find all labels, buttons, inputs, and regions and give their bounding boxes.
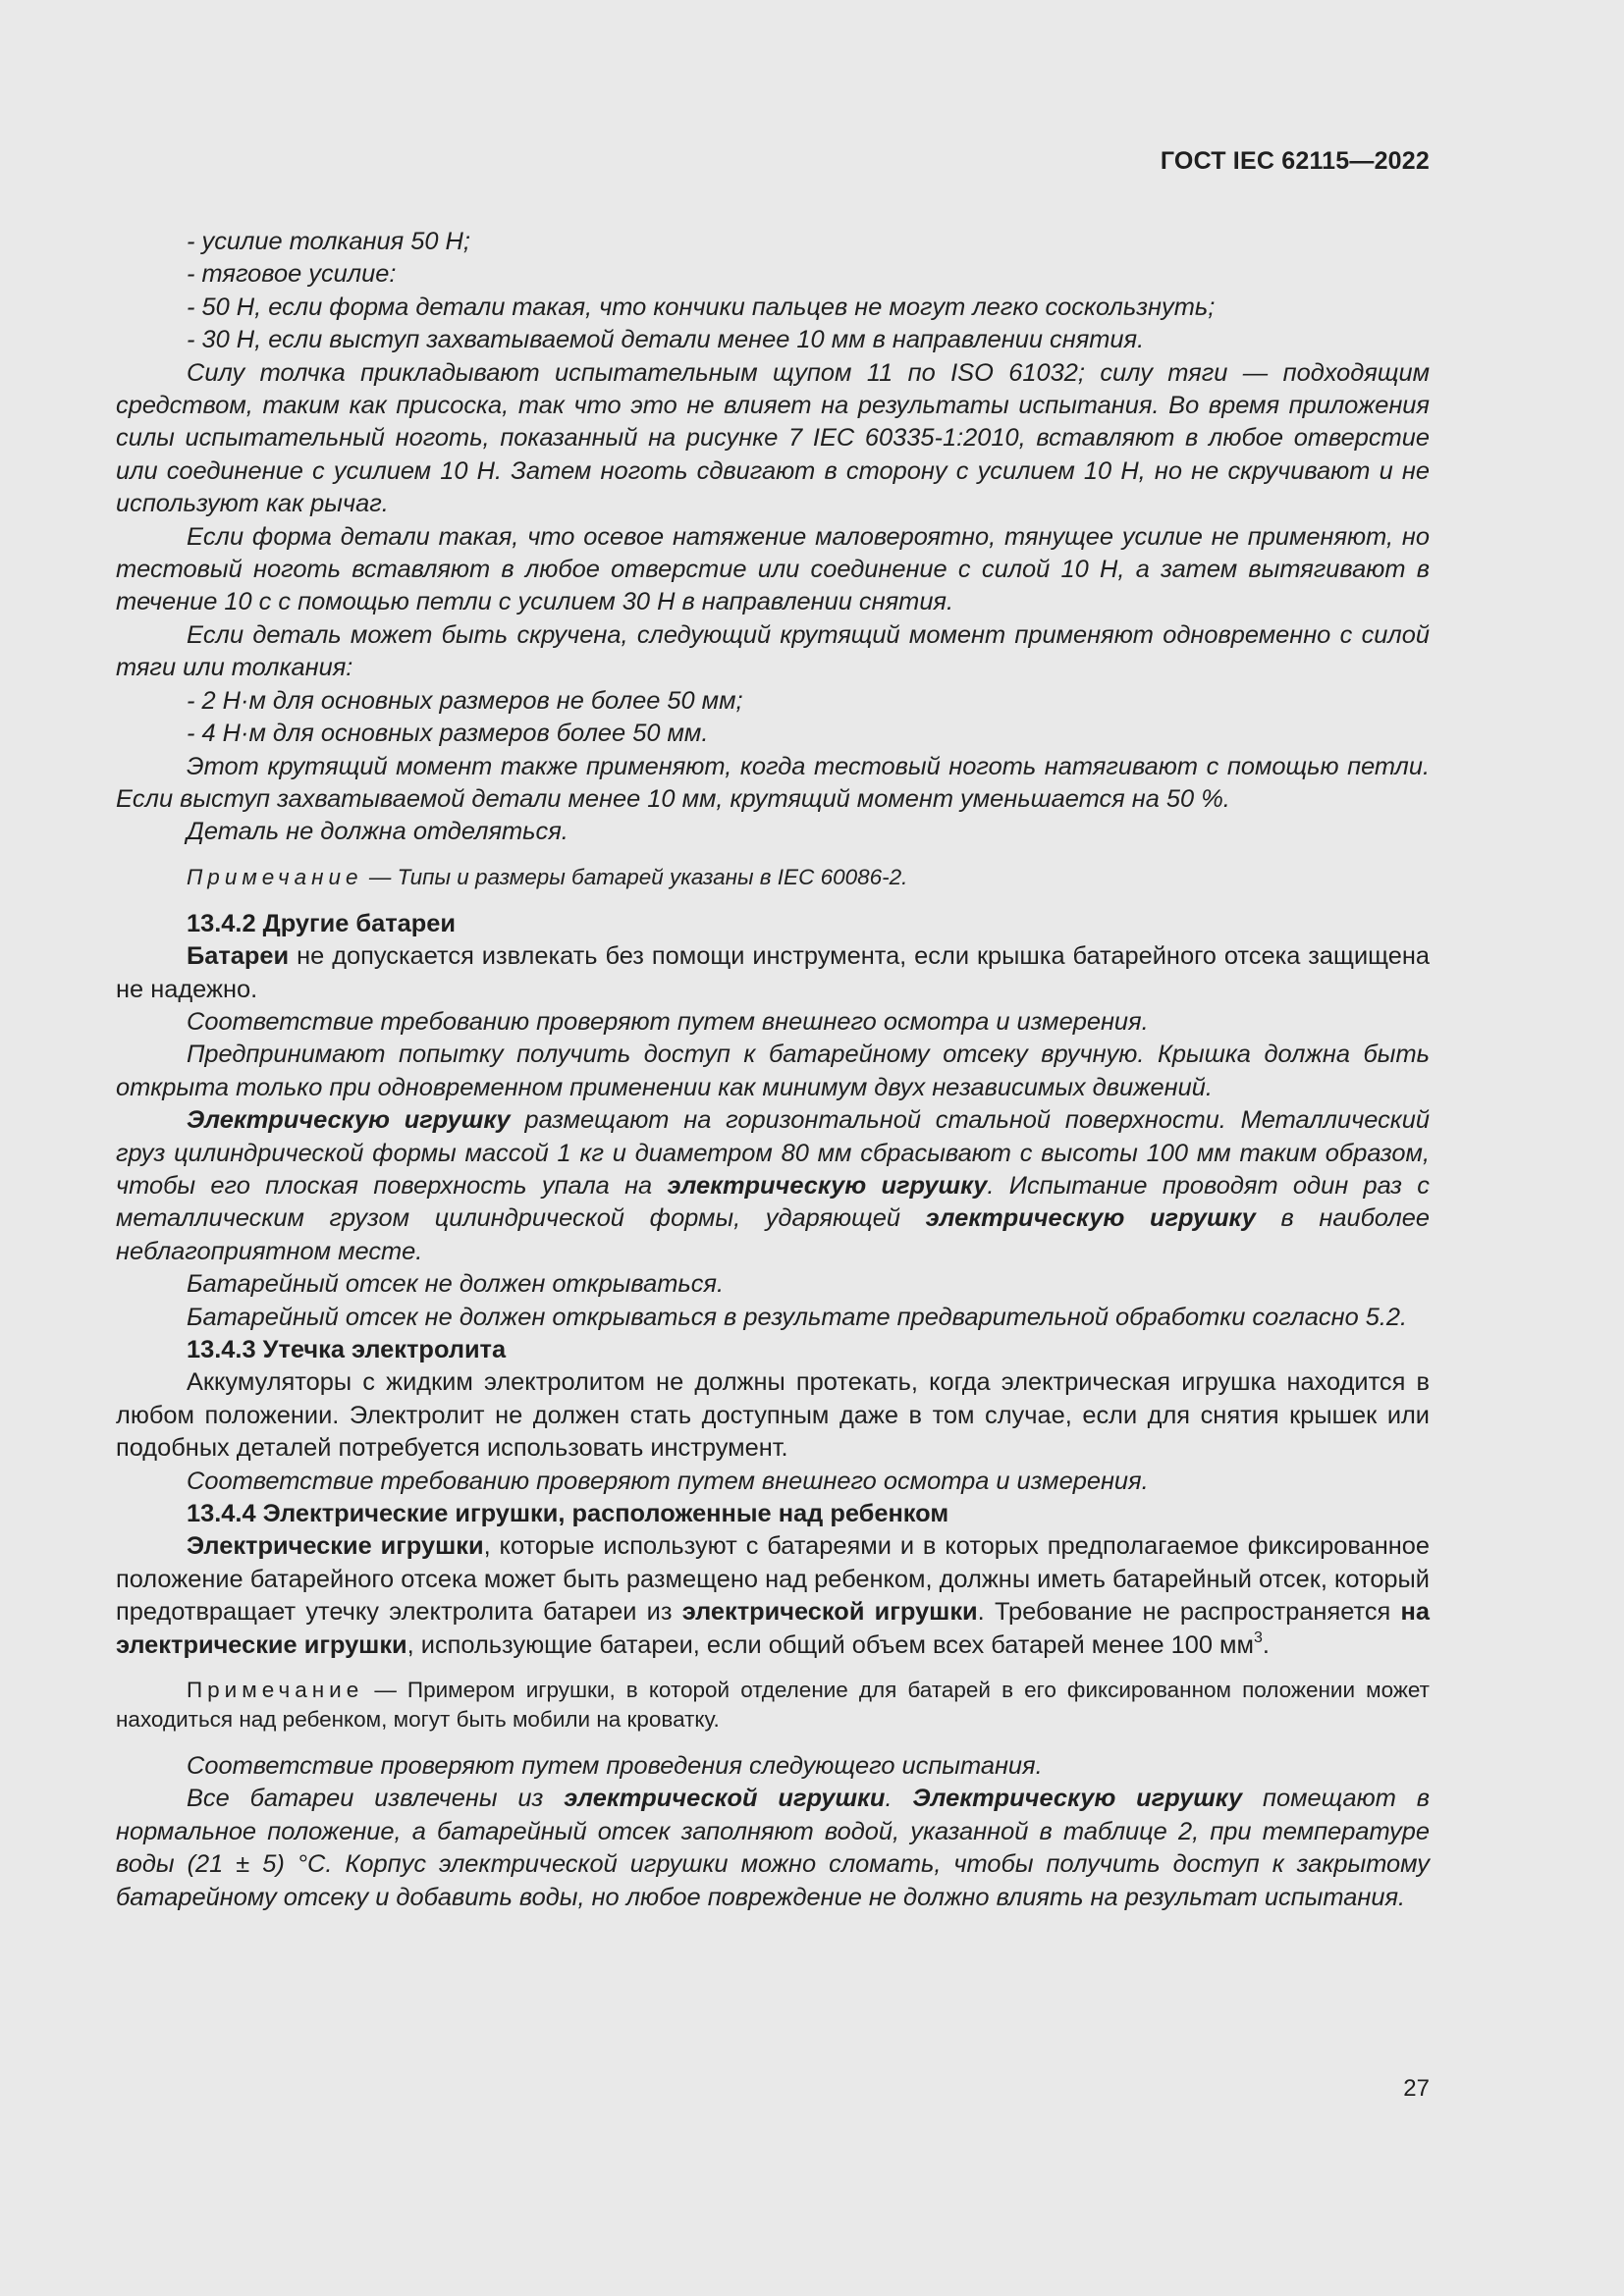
text: размещают на горизонтальной стальной поверхности. Металлический груз цилиндрической формы массой 1 кг и диаметром 80 мм сбрасывают с высоты 100 мм таким образом, чтобы его плоская поверхность упала на	[116, 1106, 1431, 1200]
note	[116, 863, 1430, 892]
text: . Испытание проводят один раз с металлическим грузом цилиндрической формы, ударяющей	[116, 1171, 1430, 1233]
page-body	[116, 226, 1430, 1914]
note-text: — Примером игрушки, в которой отделение для батарей в его фиксированном положении может находиться над ребенком, могут быть мобили на кроватку.	[116, 1678, 1430, 1733]
paragraph	[116, 1104, 1430, 1268]
term: Батареи	[187, 942, 290, 971]
paragraph: Батарейный отсек не должен открываться.	[187, 1270, 725, 1299]
paragraph: Силу толчка прикладывают испытательным щупом 11 по ISO 61032; силу тяги — подходящим средством, таким как присоска, так что это не влияет на результаты испытания. Во время приложения силы испытательный ноготь, показанный на рисунке 7 IEC 60335-1:2010, вставляют в любое отверстие или соединение с усилием 10 Н. Затем ноготь сдвигают в сторону с усилием 10 Н, но не скручивают и не используют как рычаг.	[116, 358, 1430, 518]
text: в наиболее неблагоприятном месте.	[116, 1204, 1431, 1265]
paragraph: Предпринимают попытку получить доступ к батарейному отсеку вручную. Крышка должна быть открыта только при одновременном применении как минимум двух независимых движений.	[116, 1041, 1430, 1101]
note-label: Примечание	[187, 1678, 364, 1703]
text: не допускается извлекать без помощи инструмента, если крышка батарейного отсека защищена не надежно.	[116, 942, 1430, 1003]
text: Все батареи извлечены из	[187, 1785, 565, 1813]
document-header: ГОСТ IEC 62115—2022	[1160, 147, 1430, 175]
note-label: Примечание	[187, 864, 363, 889]
text: помещают в нормальное положение, а батарейный отсек заполняют водой, указанной в таблице 2, при температуре воды (21 ± 5) °C. Корпус электрической игрушки можно сломать, чтобы получить доступ к закрытому батарейному отсеку и добавить воды, но любое повреждение не должно влиять на результат испытания.	[116, 1785, 1431, 1911]
paragraph: Соответствие проверяют путем проведения следующего испытания.	[187, 1752, 1043, 1781]
paragraph: Аккумуляторы с жидким электролитом не должны протекать, когда электрическая игрушка находится в любом положении. Электролит не должен стать доступным даже в том случае, если для снятия крышек или подобных деталей потребуется использовать инструмент.	[116, 1368, 1430, 1463]
list-item: - 50 Н, если форма детали такая, что кончики пальцев не могут легко соскользнуть;	[187, 293, 1216, 321]
term: электрической игрушки	[564, 1785, 886, 1813]
page-number: 27	[1403, 2075, 1430, 2102]
term: Электрические игрушки	[187, 1532, 484, 1561]
paragraph: Батарейный отсек не должен открываться в результате предварительной обработки согласно 5.2.	[187, 1303, 1408, 1331]
note	[116, 1676, 1430, 1735]
list-item: - 4 Н·м для основных размеров более 50 мм.	[187, 720, 709, 748]
term: электрической игрушки	[681, 1598, 978, 1627]
paragraph	[116, 1783, 1430, 1914]
text: .	[885, 1785, 913, 1813]
text: .	[1262, 1630, 1270, 1659]
list-item: - 2 Н·м для основных размеров не более 50 мм;	[187, 686, 743, 715]
note-text: — Типы и размеры батарей указаны в IEC 60086-2.	[362, 864, 908, 889]
list-item: - тяговое усилие:	[187, 260, 397, 289]
paragraph: Если деталь может быть скручена, следующий крутящий момент применяют одновременно с силой тяги или толкания:	[116, 620, 1430, 682]
text: . Требование не распространяется	[977, 1598, 1401, 1627]
paragraph	[116, 940, 1430, 1006]
section-heading: 13.4.3 Утечка электролита	[187, 1336, 507, 1363]
term: Электрическую игрушку	[912, 1785, 1243, 1813]
section-heading: 13.4.4 Электрические игрушки, расположенные над ребенком	[187, 1500, 949, 1528]
term: электрическую игрушку	[667, 1171, 988, 1200]
term: на электрические игрушки	[116, 1598, 1430, 1659]
list-item: - усилие толкания 50 Н;	[187, 228, 470, 255]
text: , которые используют с батареями и в которых предполагаемое фиксированное положение батарейного отсека может быть размещено над ребенком, должны иметь батарейный отсек, который предотвращает утечку электролита батареи из	[116, 1532, 1430, 1627]
list-item: - 30 Н, если выступ захватываемой детали менее 10 мм в направлении снятия.	[187, 326, 1145, 354]
term: электрическую игрушку	[925, 1204, 1256, 1233]
paragraph: Соответствие требованию проверяют путем внешнего осмотра и измерения.	[187, 1007, 1149, 1036]
section-heading: 13.4.2 Другие батареи	[187, 909, 456, 937]
paragraph	[116, 1530, 1430, 1662]
paragraph: Соответствие требованию проверяют путем внешнего осмотра и измерения.	[187, 1467, 1149, 1495]
paragraph: Если форма детали такая, что осевое натяжение маловероятно, тянущее усилие не применяют, но тестовый ноготь вставляют в любое отверстие или соединение с силой 10 Н, а затем вытягивают в течение 10 с с помощью петли с усилием 30 Н в направлении снятия.	[116, 522, 1430, 616]
paragraph: Деталь не должна отделяться.	[187, 818, 568, 846]
paragraph: Этот крутящий момент также применяют, когда тестовый ноготь натягивают с помощью петли. Если выступ захватываемой детали менее 10 мм, крутящий момент уменьшается на 50 %.	[116, 752, 1430, 813]
text: , использующие батареи, если общий объем всех батарей менее 100 мм	[406, 1630, 1254, 1659]
term: Электрическую игрушку	[187, 1106, 511, 1135]
superscript: 3	[1253, 1629, 1263, 1646]
